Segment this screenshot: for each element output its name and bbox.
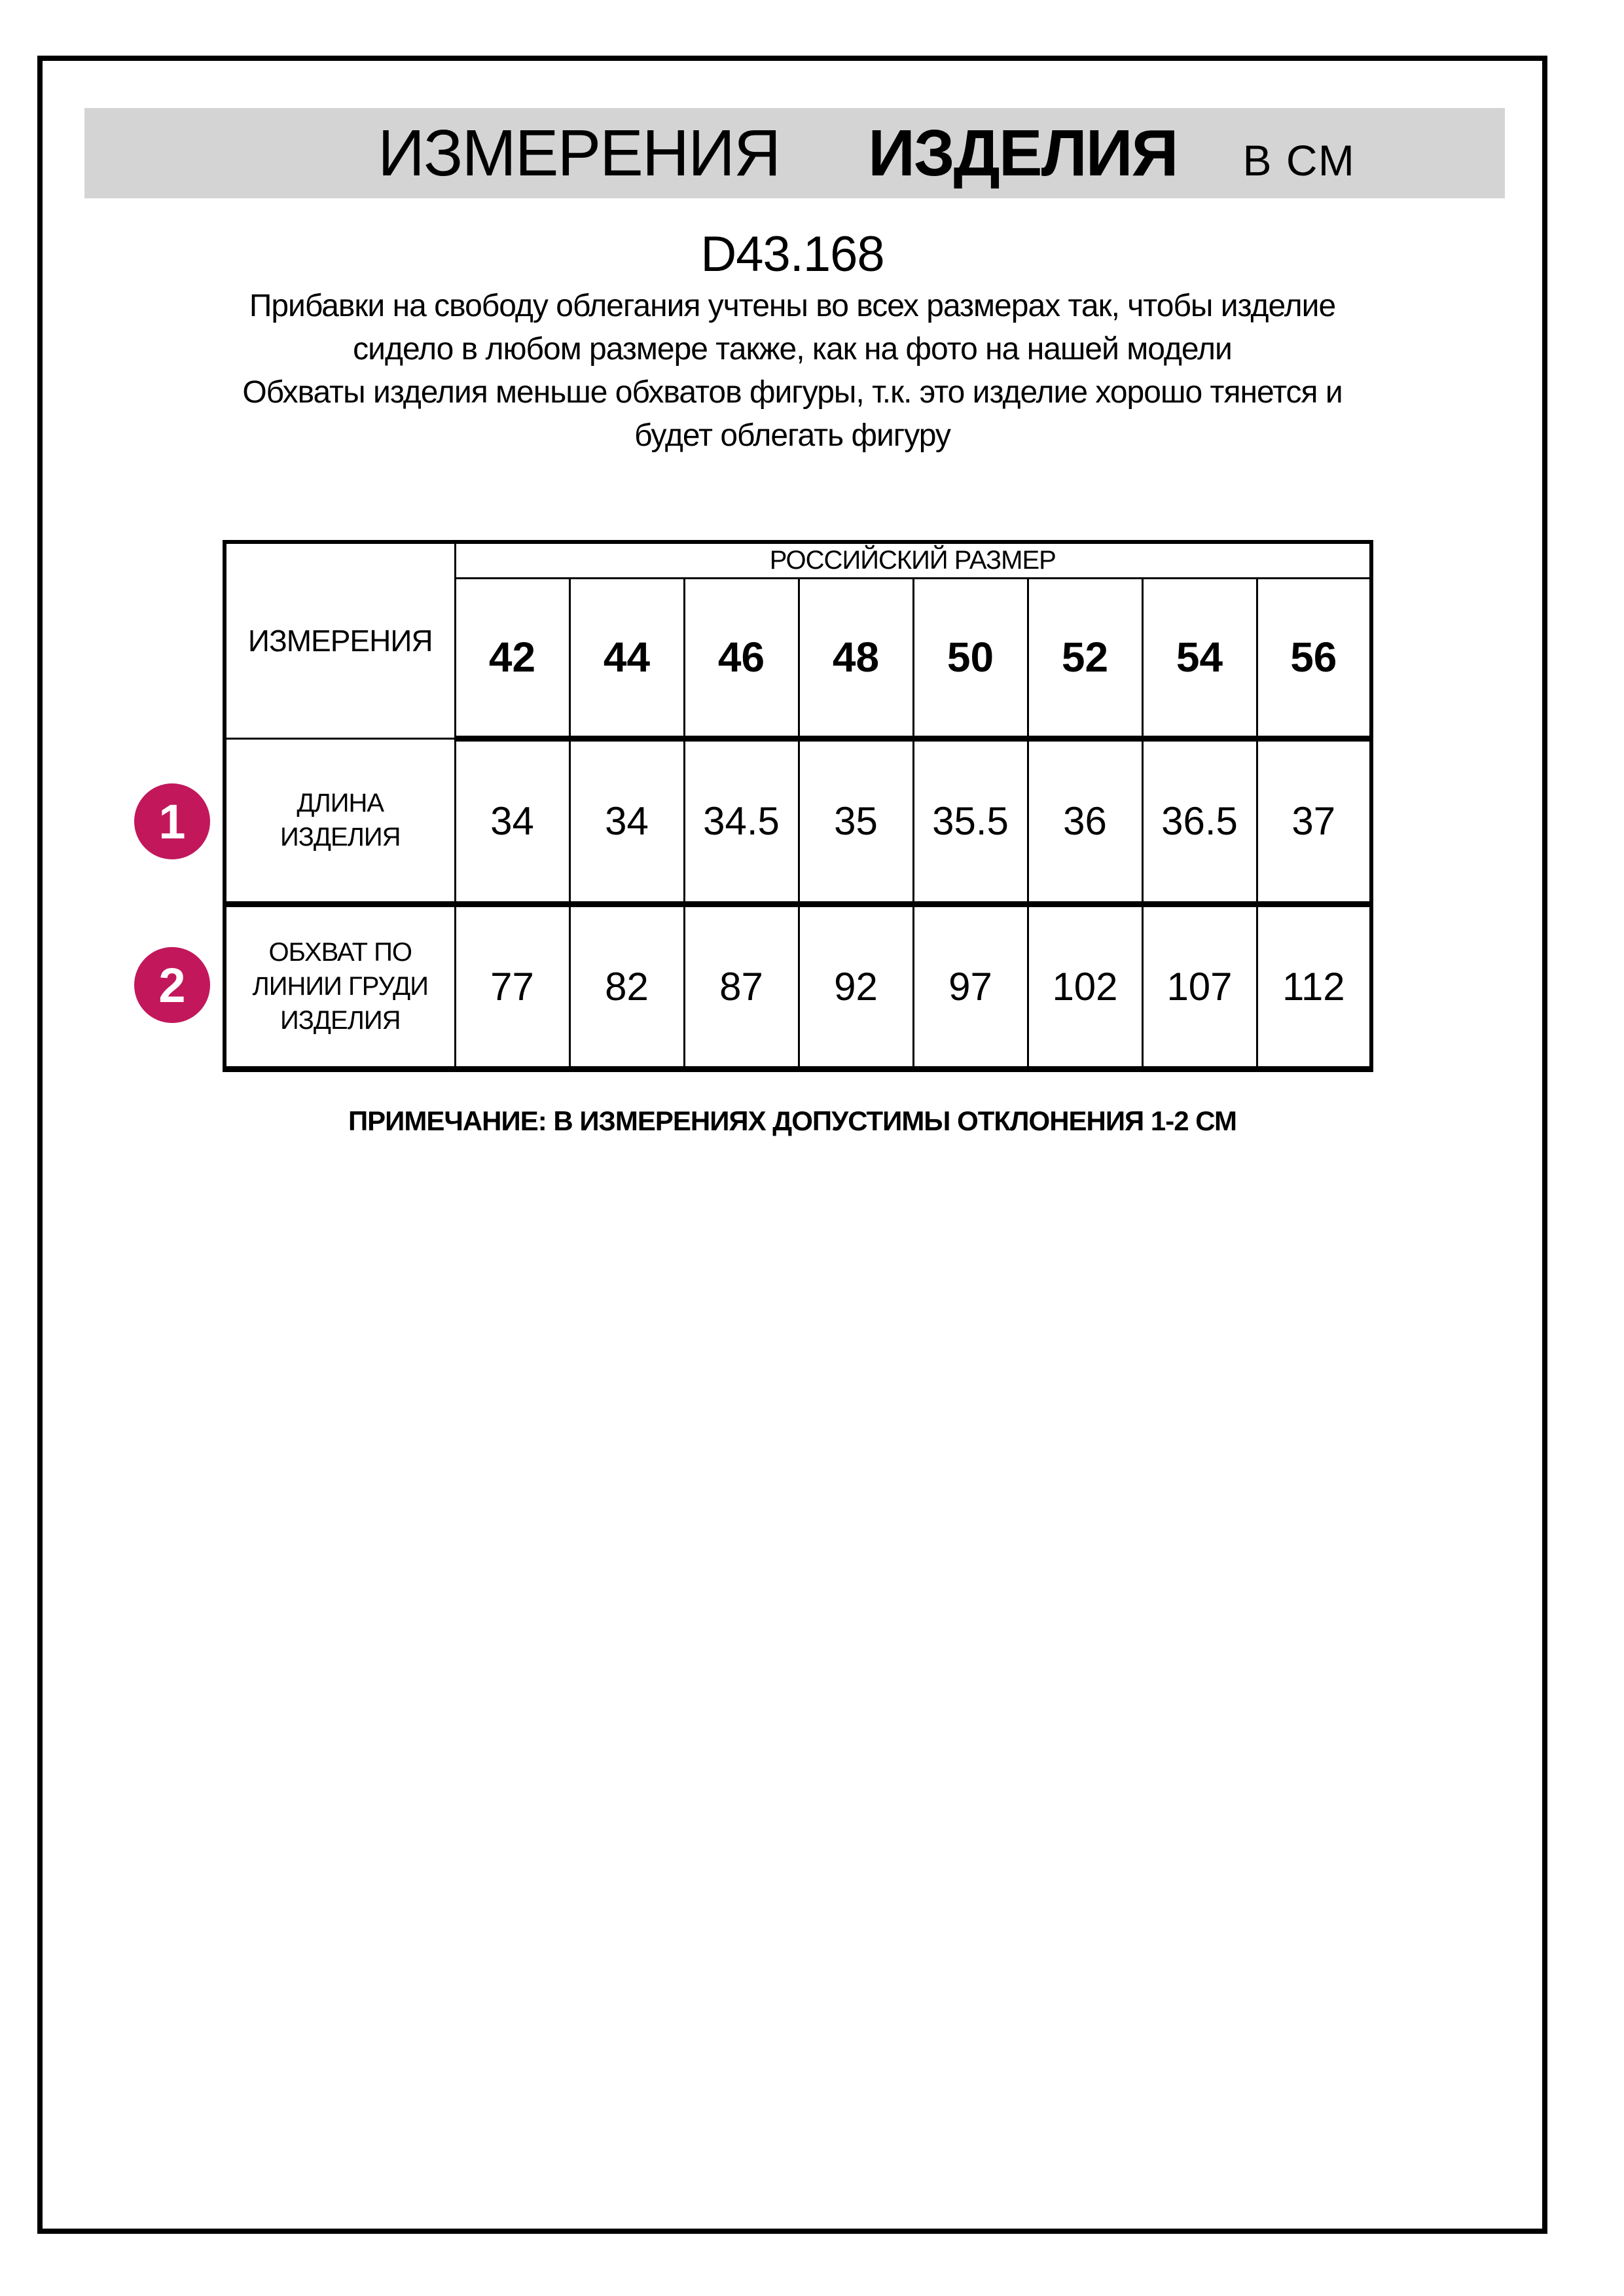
chest-value-54: 107	[1142, 904, 1257, 1069]
row-number-badge-2	[134, 947, 210, 1023]
size-col-header-52: 52	[1028, 578, 1142, 738]
chest-value-52: 102	[1028, 904, 1142, 1069]
tolerance-note: ПРИМЕЧАНИЕ: В ИЗМЕРЕНИЯХ ДОПУСТИМЫ ОТКЛОНЕНИЯ 1-2 СМ	[348, 1105, 1237, 1136]
length-value-54: 36.5	[1142, 738, 1257, 904]
size-col-header-46: 46	[684, 578, 799, 738]
header-title-measurements: ИЗМЕРЕНИЯ	[378, 117, 780, 190]
chest-value-56: 112	[1257, 904, 1371, 1069]
size-col-header-48: 48	[799, 578, 913, 738]
size-col-header-42: 42	[455, 578, 569, 738]
header-band	[84, 108, 1505, 198]
row-number-2: 2	[158, 958, 186, 1013]
description-paragraph-2: Обхваты изделия меньше обхватов фигуры, т.к. это изделие хорошо тянется и будет облегать фигуру	[242, 375, 1343, 453]
row-number-1: 1	[158, 794, 186, 849]
russian-size-header-cell: РОССИЙСКИЙ РАЗМЕР	[455, 542, 1371, 578]
description-paragraph-1: Прибавки на свободу облегания учтены во всех размерах так, чтобы изделие сидело в любом размере также, как на фото на нашей модели	[249, 289, 1336, 367]
header-units-label: В СМ	[1242, 136, 1356, 185]
chest-value-48: 92	[799, 904, 913, 1069]
size-table	[223, 540, 1373, 1072]
chest-value-44: 82	[569, 904, 684, 1069]
row-label-chest-line-3: ИЗДЕЛИЯ	[280, 1006, 401, 1035]
header-title-product: ИЗДЕЛИЯ	[868, 117, 1178, 190]
chest-value-50: 97	[913, 904, 1028, 1069]
length-value-56: 37	[1257, 738, 1371, 904]
length-value-52: 36	[1028, 738, 1142, 904]
measurements-header-cell: ИЗМЕРЕНИЯ	[225, 542, 455, 738]
table-row-length	[225, 738, 1371, 904]
row-label-length-line-1: ДЛИНА	[297, 789, 384, 817]
chest-value-42: 77	[455, 904, 569, 1069]
length-value-42: 34	[455, 738, 569, 904]
size-col-header-44: 44	[569, 578, 684, 738]
row-label-length	[225, 738, 455, 904]
table-row-size-group	[225, 542, 1371, 578]
chest-value-46: 87	[684, 904, 799, 1069]
row-label-chest-line-1: ОБХВАТ ПО	[268, 938, 412, 967]
length-value-50: 35.5	[913, 738, 1028, 904]
description-block	[236, 285, 1349, 457]
row-label-chest	[225, 904, 455, 1069]
size-col-header-54: 54	[1142, 578, 1257, 738]
table-row-chest	[225, 904, 1371, 1069]
page-border-frame	[37, 56, 1547, 2234]
row-label-length-line-2: ИЗДЕЛИЯ	[280, 823, 401, 852]
length-value-44: 34	[569, 738, 684, 904]
row-label-chest-line-2: ЛИНИИ ГРУДИ	[252, 972, 428, 1001]
length-value-48: 35	[799, 738, 913, 904]
row-number-badge-1	[134, 783, 210, 859]
length-value-46: 34.5	[684, 738, 799, 904]
article-code: D43.168	[700, 226, 884, 282]
size-col-header-56: 56	[1257, 578, 1371, 738]
size-col-header-50: 50	[913, 578, 1028, 738]
